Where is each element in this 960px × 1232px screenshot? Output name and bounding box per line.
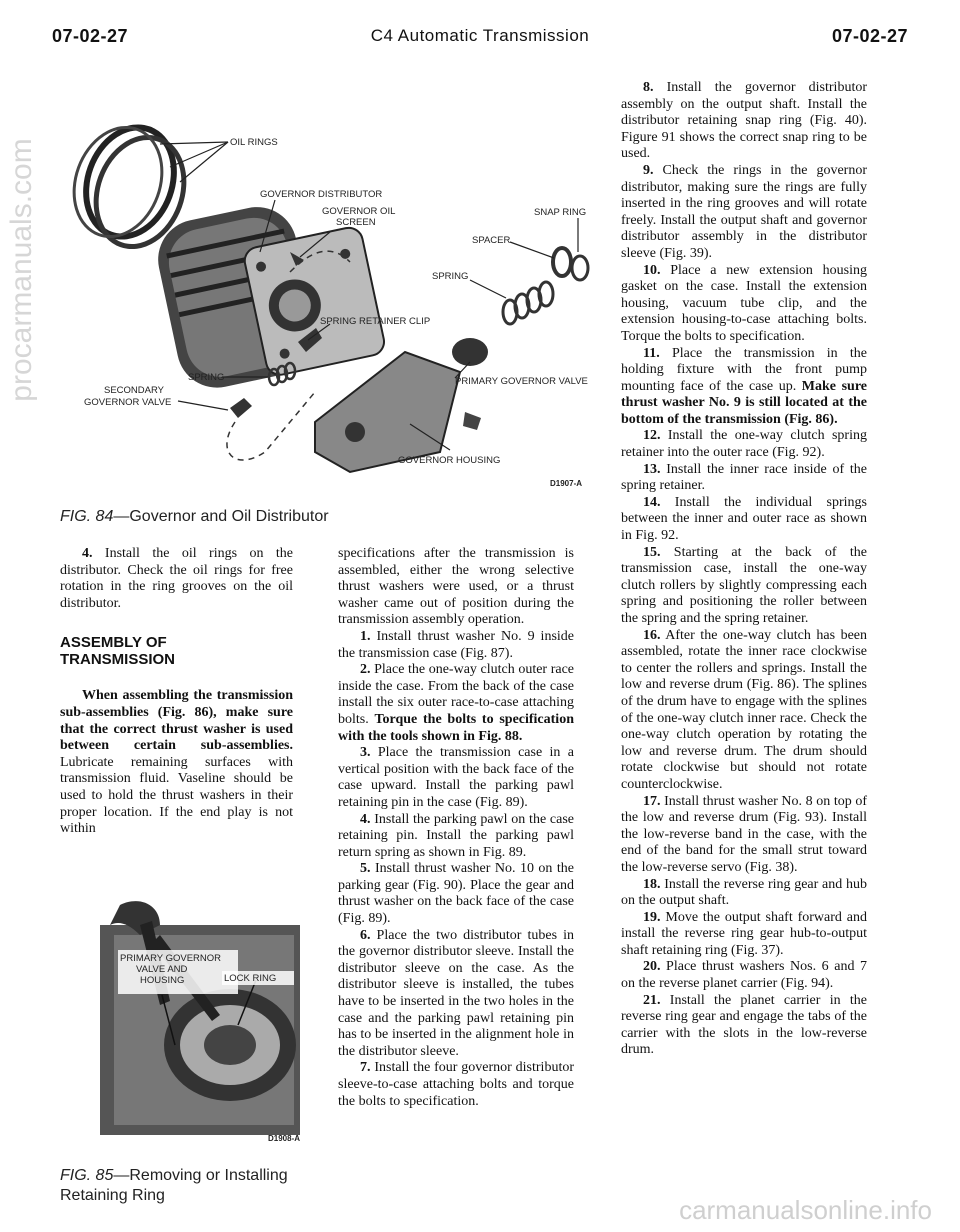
step-1 — [338, 629, 574, 662]
step-text: Place the one-way clutch outer race inside the case. From the back of the case install the six outer race-to-case attaching bolts. — [338, 662, 574, 727]
step-10 — [621, 263, 867, 346]
figure-85-illustration — [80, 895, 320, 1145]
step-text: Place the transmission in the holding fixture with the front pump mounting face of the case up. — [621, 345, 867, 394]
intro-bold: When assembling the transmission sub-assemblies (Fig. 86), make sure that the correct thrust washer is used between certain sub-assemblies. — [60, 688, 293, 754]
step-bold-text: Torque the bolts to specification with the tools shown in Fig. 88. — [338, 711, 574, 744]
label-lock-ring: LOCK RING — [224, 973, 277, 984]
label-primary-governor: PRIMARY GOVERNOR — [120, 953, 222, 964]
step-number: 15. — [643, 544, 661, 560]
figure-84-illustration — [60, 112, 600, 492]
step-text: Install the one-way clutch spring retainer into the outer race (Fig. 92). — [621, 428, 867, 461]
step-number: 20. — [643, 959, 661, 975]
column-1 — [60, 546, 293, 838]
column-3 — [621, 80, 867, 1059]
label-secondary-governor-valve: GOVERNOR VALVE — [84, 397, 172, 408]
step-8 — [621, 80, 867, 163]
step-number: 18. — [643, 876, 661, 892]
figure-84-caption-text: —Governor and Oil Distributor — [113, 508, 329, 525]
step-7 — [338, 1060, 574, 1110]
step-12 — [621, 428, 867, 461]
figure-85-number: FIG. 85 — [60, 1167, 114, 1184]
intro-text: Lubricate remaining surfaces with transmission fluid. Vaseline should be used to hold the thrust washers in their proper location. If the end play is not within — [60, 754, 293, 837]
step-number: 5. — [360, 861, 371, 877]
figure-84-code: D1907-A — [550, 479, 583, 488]
label-governor-oil: GOVERNOR OIL — [322, 206, 396, 217]
step-number: 21. — [643, 992, 661, 1008]
step-text: Install the governor distributor assembly on the output shaft. Install the distributor retaining snap ring (Fig. 40). Figure 91 shows the correct snap ring to be used. — [621, 80, 867, 162]
step-4 — [338, 812, 574, 862]
step-text: Install the reverse ring gear and hub on the output shaft. — [621, 876, 867, 909]
section-heading-line1: ASSEMBLY OF — [60, 634, 167, 652]
step-number: 17. — [643, 793, 661, 809]
figure-85-caption-line2: Retaining Ring — [60, 1187, 165, 1204]
step-19 — [621, 910, 867, 960]
step-13 — [621, 462, 867, 495]
label-governor-distributor: GOVERNOR DISTRIBUTOR — [260, 189, 383, 200]
step-text: Install the parking pawl on the case retaining pin. Install the parking pawl return spring as shown in Fig. 89. — [338, 811, 574, 860]
step-number: 4. — [360, 811, 371, 827]
step-number: 8. — [643, 80, 654, 95]
step-5 — [338, 861, 574, 927]
step-text: Place the two distributor tubes in the governor distributor sleeve. Install the distributor sleeve on the case. As the distributor sleeve is installed, the tubes have to be inserted in the two holes in the case and the parking pawl retaining pin has to be inserted in the alignment hole in the distributor sleeve. — [338, 927, 574, 1059]
step-number: 4. — [82, 546, 93, 561]
step-text: Place thrust washers Nos. 6 and 7 on the reverse planet carrier (Fig. 94). — [621, 959, 867, 992]
page-title: C4 Automatic Transmission — [370, 26, 590, 45]
step-text: Install thrust washer No. 9 inside the transmission case (Fig. 87). — [338, 628, 574, 661]
page-number-left: 07-02-27 — [52, 26, 129, 46]
step-text: Place a new extension housing gasket on the case. Install the extension housing, vacuum tube clip, and the extension housing-to-case attaching bolts. Torque the bolts to specification. — [621, 262, 867, 344]
step-14 — [621, 495, 867, 545]
step-number: 7. — [360, 1060, 371, 1076]
label-secondary: SECONDARY — [104, 385, 165, 396]
step-6 — [338, 928, 574, 1061]
step-number: 10. — [643, 262, 661, 278]
figure-84-caption — [60, 508, 329, 526]
step-number: 3. — [360, 745, 371, 761]
step-9 — [621, 163, 867, 263]
step-number: 13. — [643, 461, 661, 477]
label-primary-governor-valve: PRIMARY GOVERNOR VALVE — [455, 376, 588, 387]
step-number: 1. — [360, 628, 371, 644]
step-11 — [621, 346, 867, 429]
step-text: Install the four governor distributor sleeve-to-case attaching bolts and torque the bolts to specification. — [338, 1060, 574, 1109]
step-bold-text: Make sure thrust washer No. 9 is still located at the bottom of the transmission (Fig. 86). — [621, 378, 867, 427]
label-valve-and: VALVE AND — [136, 964, 188, 975]
label-housing: HOUSING — [140, 975, 185, 986]
label-screen: SCREEN — [336, 217, 376, 228]
label-spring: SPRING — [432, 271, 469, 282]
step-number: 2. — [360, 662, 371, 678]
side-watermark: procarmanuals.com — [5, 138, 38, 402]
step-3 — [338, 745, 574, 811]
step-text: After the one-way clutch has been assembled, rotate the inner race clockwise to center the rollers and springs. Install the low and reverse drum (Fig. 86). The splines of the drum have to engage with the splines of the one-way clutch inner race. Check the one-way clutch operation by rotating the low and reverse drum. The drum should rotate clockwise but should not rotate counterclockwise. — [621, 627, 867, 792]
step-text: Install the inner race inside of the spring retainer. — [621, 461, 867, 494]
step-text: Starting at the back of the transmission case, install the one-way clutch rollers by slightly compressing each spring and positioning the roller between the spring and the spring retainer. — [621, 544, 867, 626]
step-number: 16. — [643, 627, 661, 643]
figure-85-code: D1908-A — [268, 1134, 301, 1143]
figure-84-number: FIG. 84 — [60, 508, 114, 525]
step-20 — [621, 959, 867, 992]
step-2 — [338, 662, 574, 745]
page-number-right: 07-02-27 — [831, 26, 908, 46]
step-text: Install thrust washer No. 8 on top of the low and reverse drum (Fig. 93). Install the low-reverse band in the case, with the end of the band for the small strut toward the low-reverse servo (Fig. 38). — [621, 793, 867, 875]
step-4-oil-rings — [60, 546, 293, 612]
step-number: 6. — [360, 927, 371, 943]
label-governor-housing: GOVERNOR HOUSING — [398, 455, 501, 466]
step-number: 19. — [643, 909, 661, 925]
step-text: Install thrust washer No. 10 on the parking gear (Fig. 90). Place the gear and thrust washer on the back face of the case (Fig. 89). — [338, 861, 574, 927]
step-text: Move the output shaft forward and install the reverse ring gear hub-to-output shaft retaining ring (Fig. 37). — [621, 909, 867, 958]
step-text: Check the rings in the governor distributor, making sure the rings are fully inserted in the ring grooves and will rotate freely. Install the output shaft and governor distributor assembly in the distributor sleeve (Fig. 39). — [621, 162, 867, 261]
step-text: Install the oil rings on the distributor. Check the oil rings for free rotation in the ring grooves on the oil distributor. — [60, 546, 293, 611]
section-heading-line2: TRANSMISSION — [60, 651, 176, 669]
step-number: 9. — [643, 162, 654, 178]
intro-paragraph — [60, 688, 293, 837]
step-17 — [621, 794, 867, 877]
figure-85-caption-line1: —Removing or Installing — [113, 1167, 288, 1184]
step-text: Install the planet carrier in the reverse ring gear and engage the tabs of the carrier with the slots in the low-reverse drum. — [621, 992, 867, 1058]
step-number: 12. — [643, 428, 661, 444]
figure-85-caption — [60, 1166, 288, 1206]
section-heading — [60, 634, 293, 668]
label-spring-secondary: SPRING — [188, 372, 225, 383]
step-number: 11. — [643, 345, 660, 361]
step-16 — [621, 628, 867, 794]
step-text: Place the transmission case in a vertical position with the back face of the case upward. Install the parking pawl retaining pin in the case (Fig. 89). — [338, 745, 574, 810]
step-18 — [621, 877, 867, 910]
label-snap-ring: SNAP RING — [534, 207, 587, 218]
continued-paragraph: specifications after the transmission is assembled, either the wrong selective thrust washers were used, or a thrust washer came out of position during the transmission assembly operation. — [338, 546, 574, 628]
column-2 — [338, 546, 574, 1110]
label-oil-rings: OIL RINGS — [230, 137, 278, 148]
label-spring-retainer-clip: SPRING RETAINER CLIP — [320, 316, 431, 327]
bottom-watermark: carmanualsonline.info — [679, 1195, 932, 1225]
step-15 — [621, 545, 867, 628]
label-spacer: SPACER — [472, 235, 511, 246]
step-number: 14. — [643, 494, 661, 510]
step-text: Install the individual springs between the inner and outer race as shown in Fig. 92. — [621, 494, 867, 544]
step-21 — [621, 993, 867, 1059]
